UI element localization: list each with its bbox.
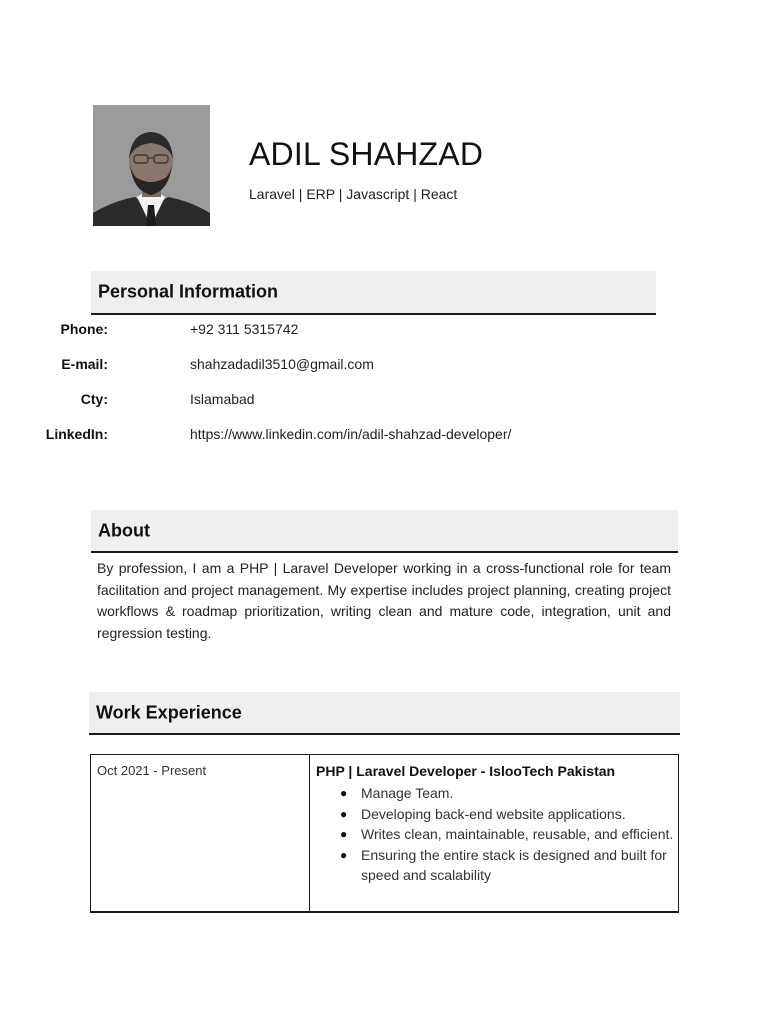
profile-photo — [93, 105, 210, 226]
info-label: E-mail: — [61, 356, 108, 372]
city-value: Islamabad — [190, 391, 255, 407]
info-label: LinkedIn: — [45, 426, 108, 442]
about-header — [91, 510, 678, 553]
info-label: Cty: — [80, 391, 108, 407]
phone-value: +92 311 5315742 — [190, 321, 299, 337]
bullet-text: Manage Team. — [361, 785, 454, 801]
experience-role: PHP | Laravel Developer - IslooTech Pakistan — [316, 763, 616, 779]
candidate-tagline: Laravel | ERP | Javascript | React — [249, 186, 458, 202]
info-row-linkedin — [0, 426, 700, 448]
experience-bullets — [310, 783, 676, 886]
linkedin-value: https://www.linkedin.com/in/adil-shahzad-developer/ — [190, 426, 512, 442]
bullet-icon: ● — [340, 847, 348, 862]
list-item — [310, 824, 676, 845]
bullet-icon: ● — [340, 786, 348, 800]
work-experience-header — [89, 692, 680, 735]
section-title: Work Experience — [96, 702, 242, 722]
list-item — [310, 845, 676, 886]
bullet-icon: ● — [340, 806, 348, 821]
info-row-email — [0, 356, 700, 378]
experience-date-cell — [91, 755, 310, 911]
info-row-phone — [0, 321, 700, 343]
experience-detail-cell — [310, 755, 678, 911]
candidate-name: ADIL SHAHZAD — [249, 136, 484, 172]
info-label: Phone: — [60, 321, 108, 337]
about-text: By profession, I am a PHP | Laravel Developer working in a cross-functional role for team facilitation and project management. My expertise includes project planning, creating project workflows & roadmap prioritization, writing clean and mature code, integration, unit and regression testing. — [97, 560, 671, 641]
list-item — [310, 804, 676, 825]
bullet-text: Writes clean, maintainable, reusable, and efficient. — [361, 826, 674, 842]
bullet-icon: ● — [340, 827, 348, 841]
bullet-text: Ensuring the entire stack is designed and built for speed and scalability — [361, 846, 667, 883]
section-title: Personal Information — [98, 281, 279, 302]
info-row-city — [0, 391, 700, 413]
bullet-text: Developing back-end website applications. — [361, 805, 626, 822]
email-value: shahzadadil3510@gmail.com — [190, 356, 374, 372]
experience-date: Oct 2021 - Present — [97, 763, 207, 778]
list-item — [310, 783, 676, 804]
personal-information-header — [91, 271, 656, 315]
section-title: About — [98, 520, 150, 540]
experience-table — [90, 754, 679, 913]
